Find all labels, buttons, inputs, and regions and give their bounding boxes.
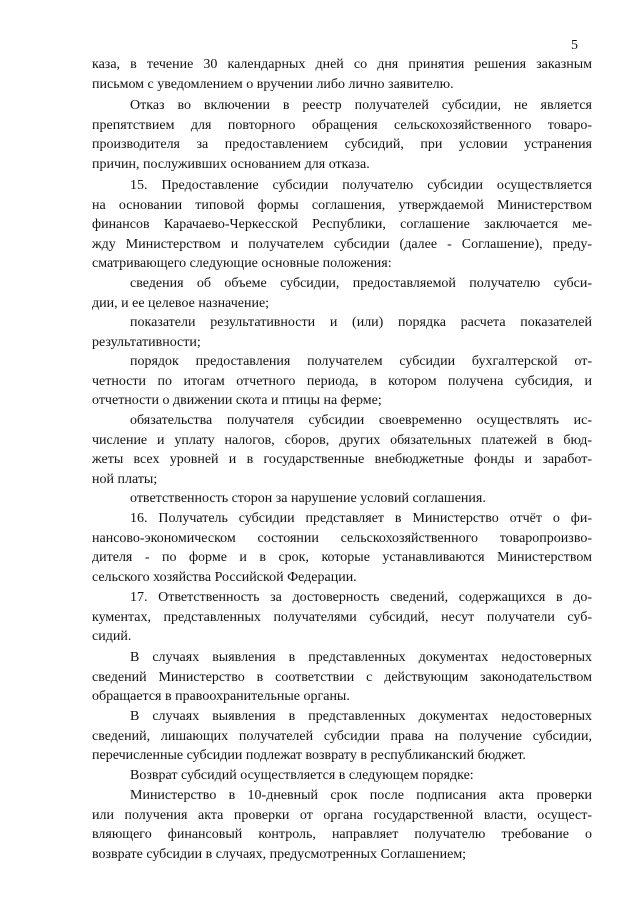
text-line: Отказ во включении в реестр получателей субсидии, не является xyxy=(130,98,592,113)
text-line: возврате субсидии в случаях, предусмотренных Соглашением; xyxy=(92,846,467,862)
text-line: показатели результативности и (или) порядка расчета показателей xyxy=(130,315,592,330)
paragraph-11 xyxy=(92,648,592,707)
text-line: сидий. xyxy=(92,629,132,644)
text-line: сведений Министерство в соответствии с действующим законодательством xyxy=(92,669,592,685)
paragraph-1 xyxy=(92,55,592,94)
text-line: отчетности о движении скота и птицы на ферме; xyxy=(92,393,382,408)
text-line: В случаях выявления в представленных документах недостоверных xyxy=(130,650,592,665)
paragraph-2 xyxy=(92,96,592,174)
paragraph-13 xyxy=(92,766,592,786)
paragraph-3 xyxy=(92,176,592,274)
text-line: В случаях выявления в представленных документах недостоверных xyxy=(130,709,592,724)
text-line: 17. Ответственность за достоверность сведений, содержащихся в до- xyxy=(130,590,592,605)
text-line: нансово-экономическом состоянии сельскохозяйственного товаропроизво- xyxy=(92,530,592,546)
paragraph-5 xyxy=(92,313,592,352)
paragraph-9 xyxy=(92,509,592,587)
text-line: каза, в течение 30 календарных дней со дня принятия решения заказным xyxy=(92,57,592,72)
text-line: Возврат субсидий осуществляется в следующем порядке: xyxy=(130,768,474,783)
text-line: 16. Получатель субсидии представляет в Министерство отчёт о фи- xyxy=(130,511,592,526)
paragraph-14 xyxy=(92,786,592,864)
text-line: обращается в правоохранительные органы. xyxy=(92,689,350,704)
text-line: на основании типовой формы соглашения, утверждаемой Министерством xyxy=(92,197,592,213)
text-line: сведения об объеме субсидии, предоставляемой получателю субси- xyxy=(130,276,592,291)
paragraph-4 xyxy=(92,274,592,313)
text-line: ответственность сторон за нарушение условий соглашения. xyxy=(130,491,486,506)
text-line: дителя - по форме и в срок, которые устанавливаются Министерством xyxy=(92,550,592,565)
text-line: обязательства получателя субсидии своевременно осуществлять ис- xyxy=(130,413,592,428)
paragraph-10 xyxy=(92,588,592,647)
text-line: жду Министерством и получателем субсидии (далее - Соглашение), преду- xyxy=(92,236,592,252)
text-line: дии, и ее целевое назначение; xyxy=(92,295,270,311)
text-line: четности по итогам отчетного периода, в котором получена субсидия, и xyxy=(92,373,592,389)
text-line: препятствием для повторного обращения сельскохозяйственного товаро- xyxy=(92,117,592,133)
text-line: порядок предоставления получателем субсидии бухгалтерской от- xyxy=(130,354,592,369)
text-line: кументах, представленных получателями субсидий, несут получатели суб- xyxy=(92,609,592,625)
text-line: ной платы; xyxy=(92,471,158,487)
paragraph-6 xyxy=(92,352,592,411)
text-line: перечисленные субсидии подлежат возврату в республиканский бюджет. xyxy=(92,748,526,763)
text-line: вляющего финансовый контроль, направляет получателю требование о xyxy=(92,827,592,842)
text-line: финансов Карачаево-Черкесской Республики, соглашение заключается ме- xyxy=(92,217,592,232)
text-line: сведений, лишающих получателей субсидии права на получение субсидии, xyxy=(92,728,592,744)
text-line: письмом с уведомлением о вручении либо лично заявителю. xyxy=(92,76,454,92)
paragraph-12 xyxy=(92,707,592,766)
text-line: причин, послуживших основанием для отказа. xyxy=(92,156,370,172)
text-line: результативности; xyxy=(92,334,201,350)
text-line: 15. Предоставление субсидии получателю субсидии осуществляется xyxy=(130,178,592,193)
text-line: жеты всех уровней и в государственные внебюджетные фонды и заработ- xyxy=(92,452,592,467)
page-number: 5 xyxy=(571,38,578,53)
text-line: Министерство в 10-дневный срок после подписания акта проверки xyxy=(130,788,592,803)
text-line: или получения акта проверки от органа государственной власти, осущест- xyxy=(92,807,592,823)
text-line: сельского хозяйства Российской Федерации. xyxy=(92,569,357,585)
text-line: числение и уплату налогов, сборов, других обязательных платежей в бюд- xyxy=(92,432,592,448)
text-line: сматривающего следующие основные положения: xyxy=(92,256,392,271)
paragraph-7 xyxy=(92,411,592,489)
paragraph-8 xyxy=(92,489,592,509)
text-line: производителя за предоставлением субсидий, при условии устранения xyxy=(92,137,592,152)
